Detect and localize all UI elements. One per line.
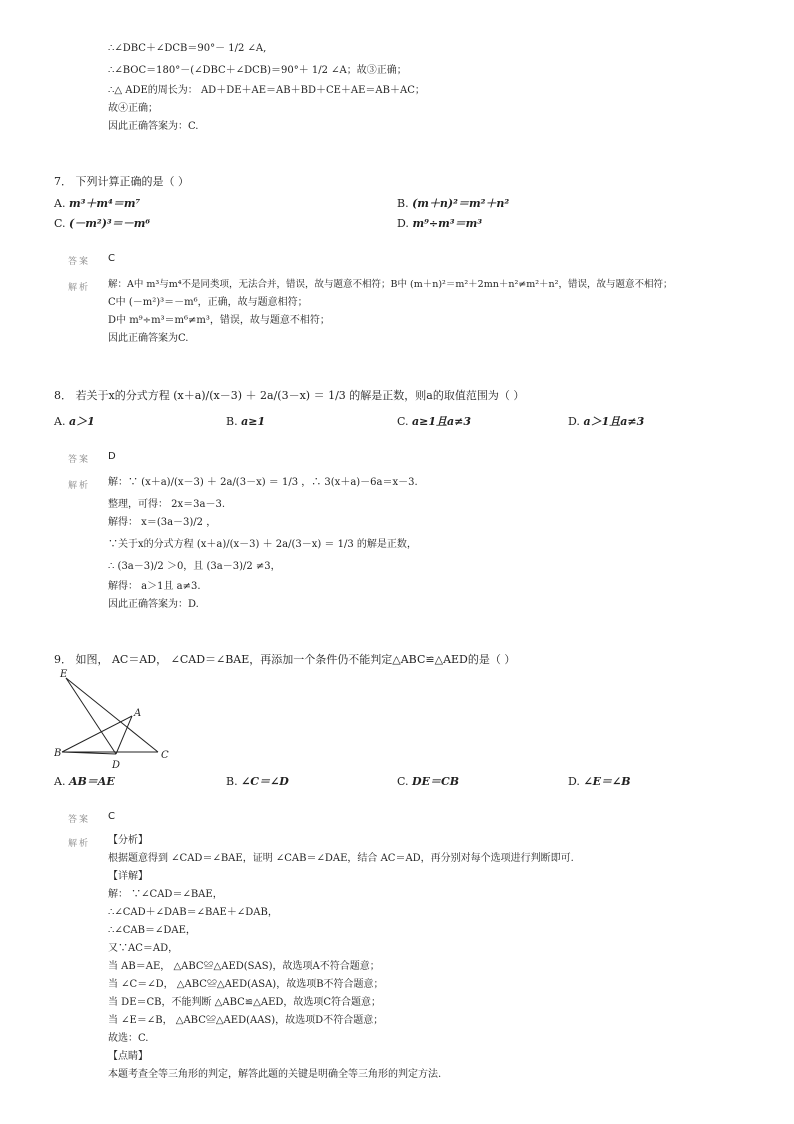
point-label-b: B [54,748,62,759]
segment-ec [66,678,158,752]
q7-analysis-line: D中 m⁹÷m³＝m⁶≠m³，错误，故与题意不相符； [108,315,330,326]
q9-answer: C [108,811,115,822]
q7-option-a: A. m³＋m⁴＝m⁷ [54,197,141,210]
q8-analysis-line: 解得： x＝(3a－3)/2 ， [108,517,217,528]
q7-answer: C [108,253,115,264]
point-label-e: E [60,669,68,680]
q7-option-b: B. (m＋n)²＝m²＋n² [397,197,510,210]
triangle-figure [54,668,184,776]
q9-analysis-line: 当 ∠E＝∠B， △ABC≌△AED(AAS)，故选项D不符合题意； [108,1015,384,1026]
question-9-stem: 9． 如图， AC＝AD， ∠CAD＝∠BAE，再添加一个条件仍不能判定△ABC≌△AED的是（ ） [54,653,516,666]
q7-analysis-line: 解：A中 m³与m⁴不是同类项，无法合并，错误，故与题意不相符；B中 (m＋n)²＝m²＋2mn＋n²≠m²＋n²，错误，故与题意不相符； [108,279,673,290]
q8-answer: D [108,451,116,462]
solution-line: ∴∠DBC＋∠DCB＝90°－ 1/2 ∠A, [108,43,267,54]
q8-option-b: B. a≥1 [226,415,266,428]
solution-line: ∴△ ADE的周长为： AD＋DE＋AE＝AB＋BD＋CE＋AE＝AB＋AC； [108,85,425,96]
q8-option-a: A. a＞1 [54,415,95,428]
segment-ad [116,716,132,754]
q9-option-a: A. AB＝AE [54,775,115,788]
point-label-c: C [161,750,169,761]
q9-analysis-line: 根据题意得到 ∠CAD＝∠BAE，证明 ∠CAB＝∠DAE，结合 AC＝AD，再分别对每个选项进行判断即可. [108,853,574,864]
segment-ed [66,678,116,754]
q8-analysis-line: 整理，可得： 2x＝3a－3. [108,499,226,510]
analysis-label: 解析 [68,283,91,293]
question-8-stem: 8． 若关于x的分式方程 (x＋a)/(x－3) ＋ 2a/(3－x) ＝ 1/3 的解是正数，则a的取值范围为（ ） [54,389,525,402]
solution-line: ∴∠BOC＝180°－(∠DBC＋∠DCB)＝90°＋ 1/2 ∠A；故③正确； [108,65,407,76]
q9-analysis-line: 当 DE＝CB，不能判断 △ABC≌△AED，故选项C符合题意； [108,997,382,1008]
q9-analysis-line: 又∵AC＝AD， [108,943,179,954]
analysis-label: 解析 [68,481,91,491]
analysis-label: 解析 [68,839,91,849]
q9-analysis-line: 故选：C. [108,1033,149,1044]
q9-analysis-line: ∴∠CAB＝∠DAE， [108,925,196,936]
answer-label: 答案 [68,455,91,465]
q7-analysis-line: 因此正确答案为C. [108,333,189,344]
q7-analysis-line: C中 (－m²)³＝－m⁶，正确，故与题意相符； [108,297,308,308]
q8-analysis-line: 解得： a＞1且 a≠3. [108,581,201,592]
q8-analysis-line: ∵关于x的分式方程 (x＋a)/(x－3) ＋ 2a/(3－x) ＝ 1/3 的解是正数， [108,539,417,550]
q9-analysis-line: ∴∠CAD＋∠DAB＝∠BAE＋∠DAB， [108,907,278,918]
point-label-a: A [134,708,142,719]
q8-analysis-line: 因此正确答案为：D. [108,599,199,610]
q9-analysis-line: 本题考查全等三角形的判定，解答此题的关键是明确全等三角形的判定方法. [108,1069,442,1080]
solution-line: 故④正确； [108,103,158,114]
question-7-stem: 7． 下列计算正确的是（ ） [54,175,189,188]
q8-analysis-line: 解：∵ (x＋a)/(x－3) ＋ 2a/(3－x) ＝ 1/3 ，∴ 3(x＋a)－6a＝x－3. [108,477,418,488]
q9-analysis-line: 解： ∵∠CAD＝∠BAE， [108,889,223,900]
q9-analysis-line: 【分析】 [108,835,148,846]
q9-option-d: D. ∠E＝∠B [568,775,631,788]
q7-option-c: C. (－m²)³＝－m⁶ [54,217,151,230]
answer-label: 答案 [68,257,91,267]
q7-option-d: D. m⁹÷m³＝m³ [397,217,483,230]
q9-option-b: B. ∠C＝∠D [226,775,289,788]
segment-ba [62,716,132,752]
point-label-d: D [112,760,121,771]
q9-analysis-line: 【详解】 [108,871,148,882]
q9-analysis-line: 当 ∠C＝∠D， △ABC≌△AED(ASA)，故选项B不符合题意； [108,979,384,990]
q8-option-c: C. a≥1且a≠3 [397,415,472,428]
q9-option-c: C. DE＝CB [397,775,460,788]
q8-option-d: D. a＞1且a≠3 [568,415,645,428]
q9-analysis-line: 【点睛】 [108,1051,148,1062]
q9-analysis-line: 当 AB＝AE， △ABC≌△AED(SAS)，故选项A不符合题意； [108,961,380,972]
solution-line: 因此正确答案为：C. [108,121,199,132]
q8-analysis-line: ∴ (3a－3)/2 ＞0，且 (3a－3)/2 ≠3， [108,561,281,572]
answer-label: 答案 [68,815,91,825]
